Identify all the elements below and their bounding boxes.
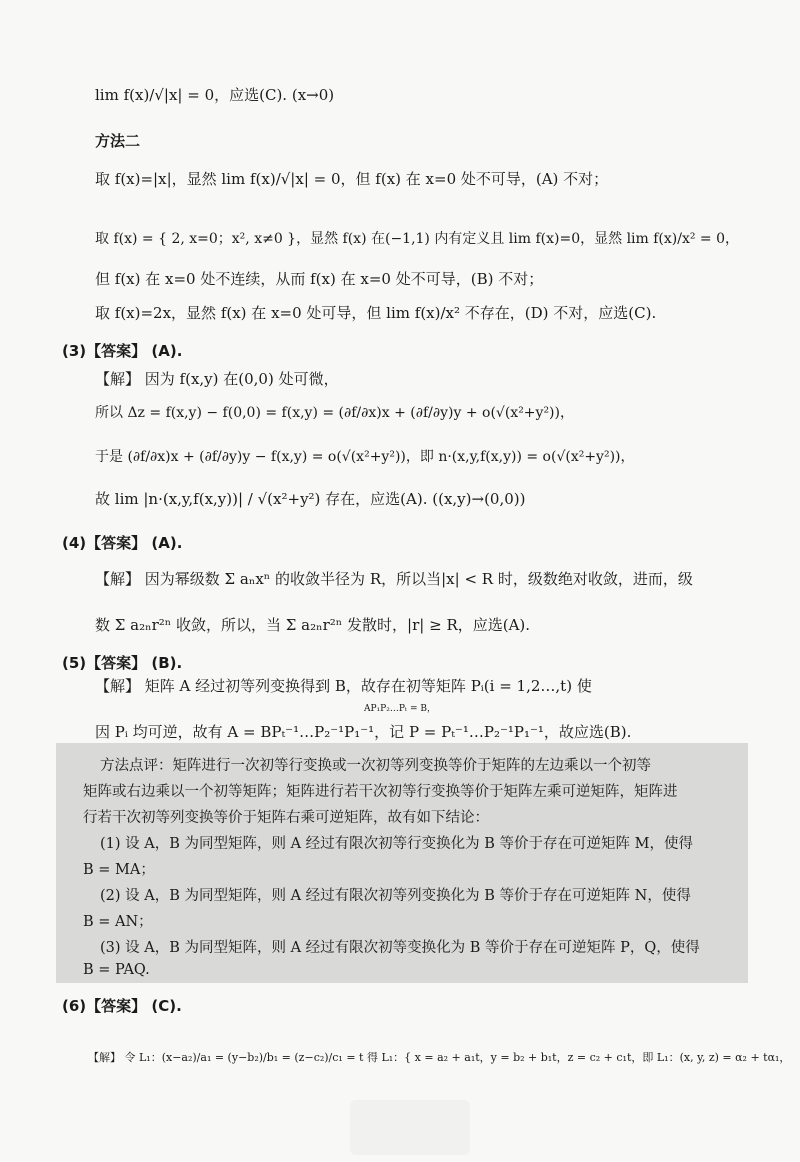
line-5: 取 f(x)=2x，显然 f(x) 在 x=0 处可导，但 lim f(x)/x² 不存在，(D) 不对，应选(C).: [95, 304, 657, 322]
box-line-1: 方法点评：矩阵进行一次初等行变换或一次初等列变换等价于矩阵的左边乘以一个初等: [100, 758, 651, 774]
q5-equation: AP₁P₂…Pₜ = B，: [364, 704, 436, 714]
box-line-4: (1) 设 A，B 为同型矩阵，则 A 经过有限次初等行变换化为 B 等价于存在可逆矩阵 M，使得: [100, 836, 694, 852]
method-2-title: 方法二: [95, 132, 141, 150]
method-comment-box: [56, 743, 748, 983]
box-line-7: B = AN；: [83, 914, 153, 930]
box-line-5: B = MA；: [83, 862, 155, 878]
box-line-9: B = PAQ.: [83, 962, 150, 978]
q3-step-1: 【解】 因为 f(x,y) 在(0,0) 处可微，: [95, 370, 339, 388]
line-1: lim f(x)/√|x| = 0，应选(C). (x→0): [95, 86, 335, 104]
line-2: 取 f(x)=|x|，显然 lim f(x)/√|x| = 0，但 f(x) 在 x=0 处不可导，(A) 不对；: [95, 170, 609, 188]
page-smudge: [350, 1100, 470, 1155]
q4-step-1: 【解】 因为幂级数 Σ aₙxⁿ 的收敛半径为 R，所以当|x| < R 时，级数绝对收敛，进而，级: [95, 570, 693, 588]
q5-step-2: 因 Pᵢ 均可逆，故有 A = BPₜ⁻¹…P₂⁻¹P₁⁻¹，记 P = Pₜ⁻¹…P₂⁻¹P₁⁻¹，故应选(B).: [95, 723, 632, 741]
q3-step-4: 故 lim |n·(x,y,f(x,y))| / √(x²+y²) 存在，应选(A). ((x,y)→(0,0)): [95, 490, 526, 508]
line-3: 取 f(x) = { 2, x=0；x², x≠0 }，显然 f(x) 在(−1,1) 内有定义且 lim f(x)=0，显然 lim f(x)/x² = 0，: [95, 231, 740, 247]
line-4: 但 f(x) 在 x=0 处不连续，从而 f(x) 在 x=0 处不可导，(B) 不对；: [95, 270, 544, 288]
answer-3: (3)【答案】 (A).: [62, 342, 183, 360]
answer-6: (6)【答案】 (C).: [62, 997, 182, 1015]
q3-step-3: 于是 (∂f/∂x)x + (∂f/∂y)y − f(x,y) = o(√(x²+y²))，即 n·(x,y,f(x,y)) = o(√(x²+y²))，: [95, 449, 635, 465]
q3-step-2: 所以 Δz = f(x,y) − f(0,0) = f(x,y) = (∂f/∂x)x + (∂f/∂y)y + o(√(x²+y²))，: [95, 405, 574, 421]
box-line-2: 矩阵或右边乘以一个初等矩阵；矩阵进行若干次初等行变换等价于矩阵左乘可逆矩阵，矩阵进: [83, 784, 678, 800]
box-line-8: (3) 设 A，B 为同型矩阵，则 A 经过有限次初等变换化为 B 等价于存在可逆矩阵 P，Q，使得: [100, 940, 700, 956]
answer-4: (4)【答案】 (A).: [62, 534, 183, 552]
q4-step-2: 数 Σ a₂ₙr²ⁿ 收敛，所以，当 Σ a₂ₙr²ⁿ 发散时，|r| ≥ R，应选(A).: [95, 616, 531, 634]
q6-step-1: 【解】 令 L₁：(x−a₂)/a₁ = (y−b₂)/b₁ = (z−c₂)/c₁ = t 得 L₁：{ x = a₂ + a₁t，y = b₂ + b₁t，z = c₂ + c₁t，即 L₁：(x, y, z) = α₂ + tα₁，: [88, 1051, 791, 1064]
answer-5: (5)【答案】 (B).: [62, 654, 183, 672]
box-line-3: 行若干次初等列变换等价于矩阵右乘可逆矩阵，故有如下结论：: [83, 810, 489, 826]
q5-step-1: 【解】 矩阵 A 经过初等列变换得到 B，故存在初等矩阵 Pᵢ(i = 1,2…,t) 使: [95, 677, 592, 695]
box-line-6: (2) 设 A，B 为同型矩阵，则 A 经过有限次初等列变换化为 B 等价于存在可逆矩阵 N，使得: [100, 888, 691, 904]
